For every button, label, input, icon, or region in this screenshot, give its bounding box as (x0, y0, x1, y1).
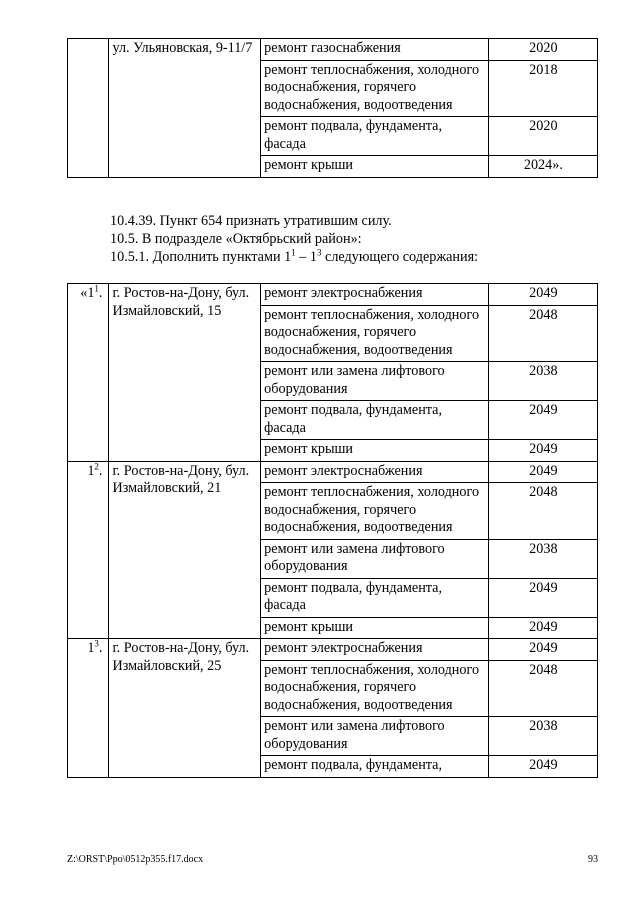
superscript: 1 (291, 247, 296, 258)
work-cell: ремонт подвала, фундамента, фасада (261, 117, 489, 156)
paragraph-text: следующего содержания: (321, 249, 479, 265)
number-cell (68, 39, 109, 178)
year-cell: 2049 (488, 756, 597, 778)
continuation-table (67, 38, 598, 178)
address-cell: г. Ростов-на-Дону, бул. Измайловский, 25 (109, 639, 261, 778)
paragraph-10-5: 10.5. В подразделе «Октябрьский район»: (110, 231, 362, 247)
address-cell: г. Ростов-на-Дону, бул. Измайловский, 21 (109, 461, 261, 639)
year-cell: 2018 (488, 60, 597, 117)
table-row (68, 639, 598, 661)
year-cell: 2038 (488, 362, 597, 401)
page-number: 93 (588, 854, 598, 865)
year-cell: 2024». (488, 156, 597, 178)
work-cell: ремонт электроснабжения (261, 639, 489, 661)
paragraph-10-5-1 (110, 249, 478, 267)
work-cell: ремонт или замена лифтового оборудования (261, 539, 489, 578)
year-cell: 2048 (488, 483, 597, 540)
item-number: $1^2$. (68, 461, 109, 639)
work-cell: ремонт крыши (261, 440, 489, 462)
work-cell: ремонт электроснабжения (261, 284, 489, 306)
year-cell: 2048 (488, 305, 597, 362)
work-cell: ремонт подвала, фундамента, (261, 756, 489, 778)
work-cell: ремонт крыши (261, 617, 489, 639)
year-cell: 2049 (488, 617, 597, 639)
year-cell: 2049 (488, 440, 597, 462)
new-items-table (67, 283, 598, 778)
year-cell: 2049 (488, 639, 597, 661)
superscript: 3 (316, 247, 322, 258)
paragraph-text: 10.5.1. Дополнить пунктами 1 (110, 249, 292, 265)
paragraph-10-4-39: 10.4.39. Пункт 654 признать утратившим силу. (110, 213, 392, 229)
work-cell: ремонт теплоснабжения, холодного водоснабжения, горячего водоснабжения, водоотведения (261, 60, 489, 117)
item-number: $1^3$. (68, 639, 109, 778)
year-cell: 2038 (488, 539, 597, 578)
paragraph-text: – 1 (295, 249, 317, 265)
year-cell: 2049 (488, 578, 597, 617)
work-cell: ремонт подвала, фундамента, фасада (261, 401, 489, 440)
work-cell: ремонт электроснабжения (261, 461, 489, 483)
year-cell: 2049 (488, 461, 597, 483)
year-cell: 2020 (488, 117, 597, 156)
table-row (68, 461, 598, 483)
year-cell: 2049 (488, 401, 597, 440)
work-cell: ремонт газоснабжения (261, 39, 489, 61)
table-row (68, 284, 598, 306)
address-cell: ул. Ульяновская, 9-11/7 (109, 39, 261, 178)
work-cell: ремонт или замена лифтового оборудования (261, 717, 489, 756)
year-cell: 2049 (488, 284, 597, 306)
year-cell: 2048 (488, 660, 597, 717)
work-cell: ремонт подвала, фундамента, фасада (261, 578, 489, 617)
work-cell: ремонт крыши (261, 156, 489, 178)
year-cell: 2038 (488, 717, 597, 756)
year-cell: 2020 (488, 39, 597, 61)
footer-file-path: Z:\ORST\Ppo\0512p355.f17.docx (67, 854, 204, 865)
address-cell: г. Ростов-на-Дону, бул. Измайловский, 15 (109, 284, 261, 462)
work-cell: ремонт теплоснабжения, холодного водоснабжения, горячего водоснабжения, водоотведения (261, 660, 489, 717)
work-cell: ремонт или замена лифтового оборудования (261, 362, 489, 401)
work-cell: ремонт теплоснабжения, холодного водоснабжения, горячего водоснабжения, водоотведения (261, 305, 489, 362)
table-row (68, 39, 598, 61)
work-cell: ремонт теплоснабжения, холодного водоснабжения, горячего водоснабжения, водоотведения (261, 483, 489, 540)
item-number: «$1^1$. (68, 284, 109, 462)
